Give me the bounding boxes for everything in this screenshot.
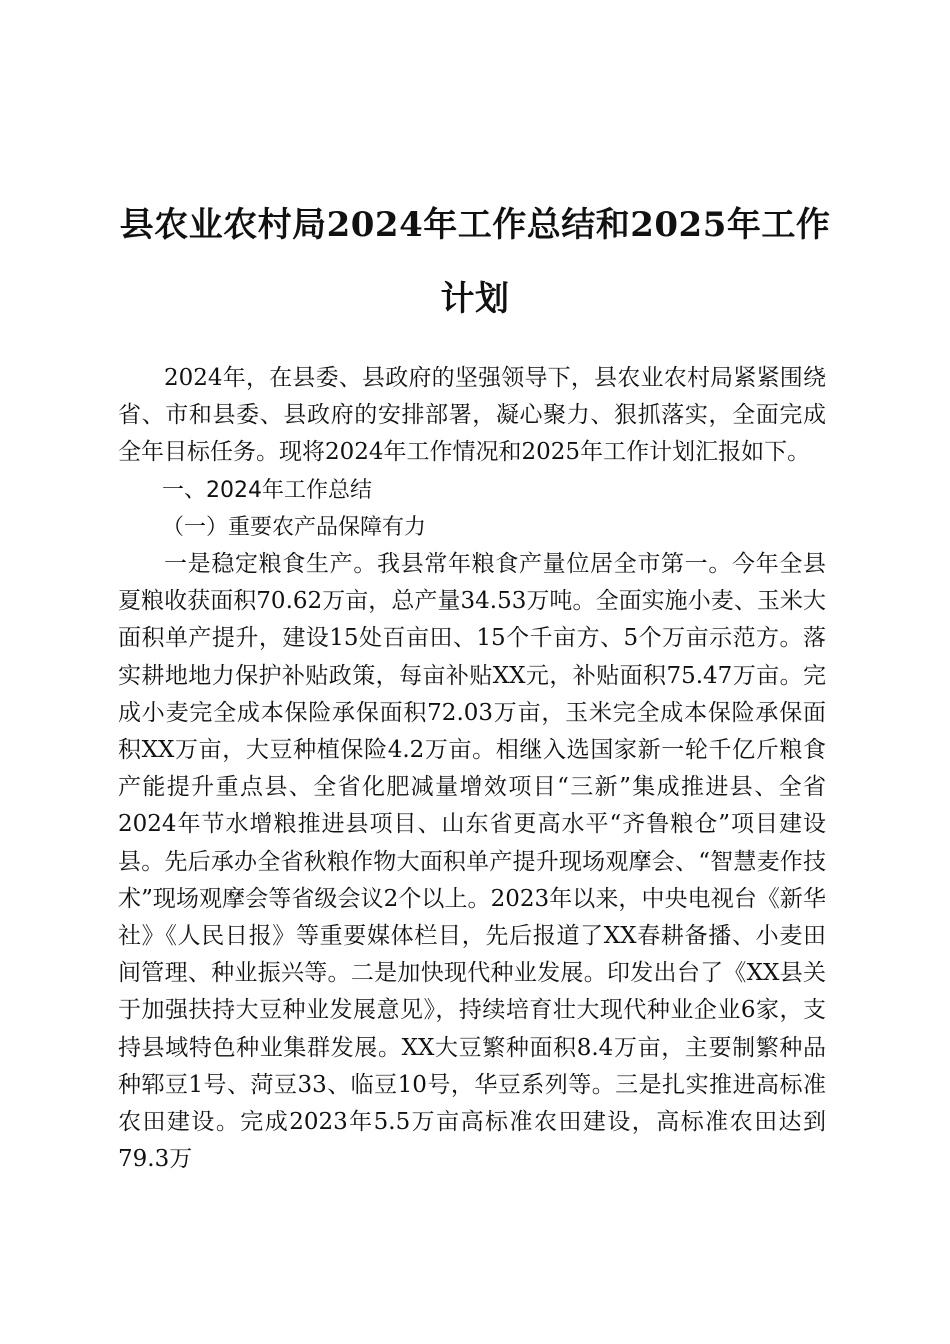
subsection-heading: （一）重要农产品保障有力 [162, 514, 427, 540]
document-title: 县农业农村局2024年工作总结和2025年工作计划 [119, 205, 831, 319]
intro-paragraph: 2024年，在县委、县政府的坚强领导下，县农业农村局紧紧围绕省、市和县委、县政府的安排部署，凝心聚力、狠抓落实，全面完成全年目标任务。现将2024年工作情况和2025年工作计划汇报如下。 [118, 365, 826, 466]
document-body [118, 360, 826, 1178]
section-heading: 一、2024年工作总结 [162, 477, 372, 503]
body-paragraph: 一是稳定粮食生产。我县常年粮食产量位居全市第一。今年全县夏粮收获面积70.62万亩，总产量34.53万吨。全面实施小麦、玉米大面积单产提升，建设15处百亩田、15个千亩方、5个万亩示范方。落实耕地地力保护补贴政策，每亩补贴XX元，补贴面积75.47万亩。完成小麦完全成本保险承保面积72.03万亩，玉米完全成本保险承保面积XX万亩，大豆种植保险4.2万亩。相继入选国家新一轮千亿斤粮食产能提升重点县、全省化肥减量增效项目“三新”集成推进县、全省2024年节水增粮推进县项目、山东省更高水平“齐鲁粮仓”项目建设县。先后承办全省秋粮作物大面积单产提升现场观摩会、“智慧麦作技术”现场观摩会等省级会议2个以上。2023年以来，中央电视台《新华社》《人民日报》等重要媒体栏目，先后报道了XX春耕备播、小麦田间管理、种业振兴等。二是加快现代种业发展。印发出台了《XX县关于加强扶持大豆种业发展意见》，持续培育壮大现代种业企业6家，支持县域特色种业集群发展。XX大豆繁种面积8.4万亩，主要制繁种品种郓豆1号、菏豆33、临豆10号，华豆系列等。三是扎实推进高标准农田建设。完成2023年5.5万亩高标准农田建设，高标准农田达到79.3万 [118, 551, 826, 1173]
